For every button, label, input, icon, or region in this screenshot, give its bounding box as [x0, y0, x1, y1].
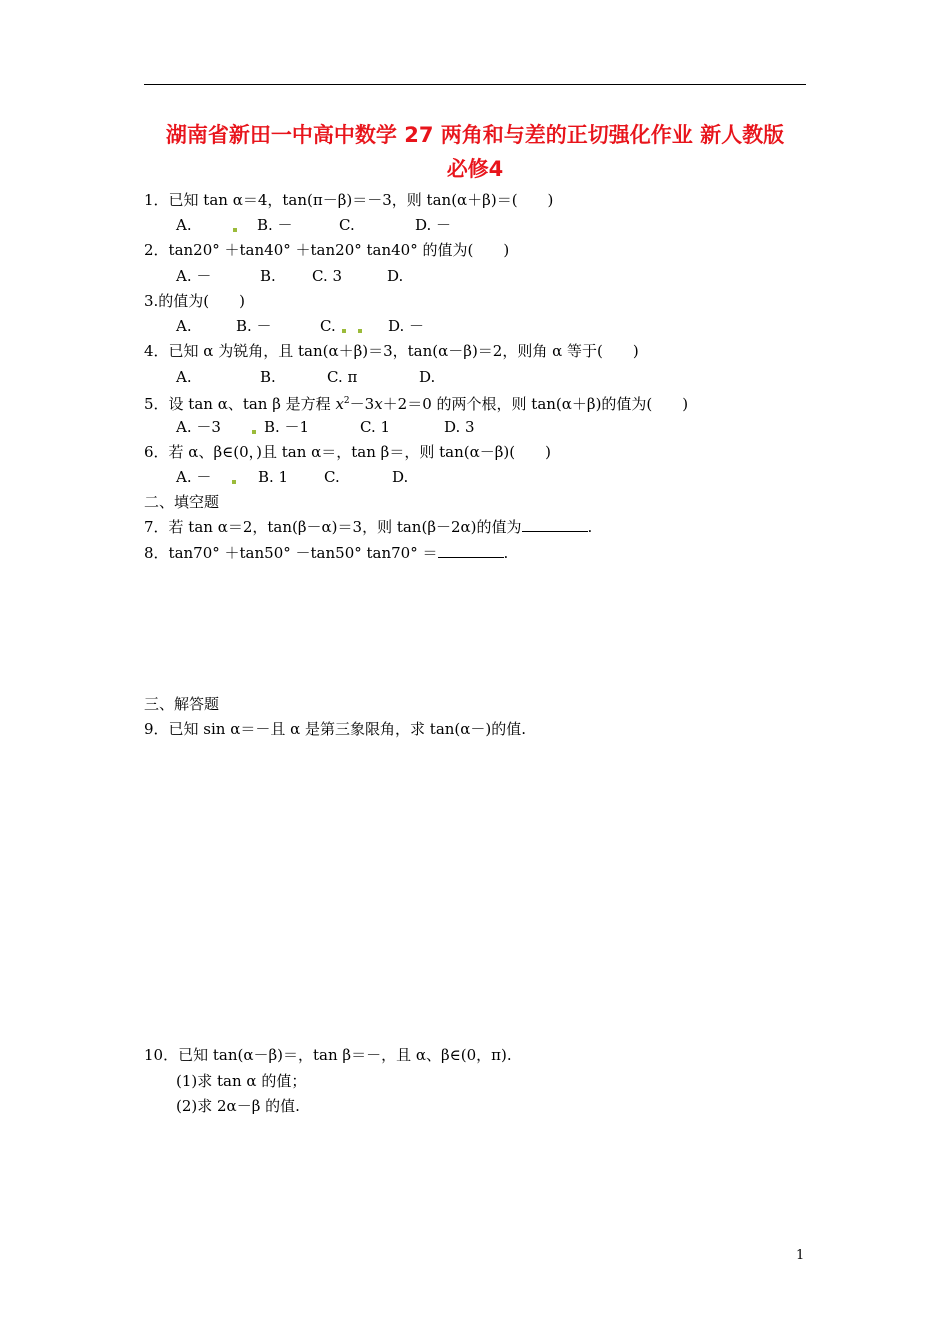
option-b: B. — [260, 368, 276, 386]
option-b: B. — [260, 267, 276, 285]
question-5-stem: 5．设 tan α、tan β 是方程 $x^2-3x+2=0$ 的两个根，则 tan(α＋β)的值为( ) — [144, 395, 689, 413]
option-a: A. — [176, 368, 192, 386]
question-3-stem: 3.的值为( ) — [144, 292, 246, 310]
artifact-mark — [233, 228, 237, 232]
document-title-line2: 必修4 — [446, 157, 504, 181]
option-a: A. － — [176, 267, 212, 285]
question-1-options — [176, 215, 451, 235]
section-fill-heading: 二、填空题 — [144, 493, 220, 511]
option-c: C. 1 — [360, 418, 391, 436]
question-10: 10．已知 tan(α－β)＝，tan β＝－，且 α、β∈(0，π). — [144, 1046, 512, 1064]
header-rule — [144, 84, 806, 85]
option-c: C. π — [327, 368, 358, 386]
option-b: B. 1 — [258, 468, 289, 486]
page-number: 1 — [796, 1248, 805, 1263]
option-d: D. — [392, 468, 409, 486]
option-a: A. － — [176, 468, 212, 486]
section-answer-heading: 三、解答题 — [144, 695, 220, 713]
option-b: B. － — [257, 216, 293, 234]
question-10-part-2: (2)求 2α－β 的值. — [176, 1097, 300, 1115]
option-b: B. －1 — [264, 418, 310, 436]
question-3-options — [176, 316, 424, 336]
option-b: B. － — [236, 317, 272, 335]
question-1-stem: 1．已知 tan α＝4，tan(π－β)＝－3，则 tan(α＋β)＝( ) — [144, 191, 554, 209]
option-a: A. －3 — [176, 418, 221, 436]
option-d: D. － — [415, 216, 452, 234]
question-8: 8．tan70° ＋tan50° －tan50° tan70° ＝ . — [144, 544, 509, 562]
option-d: D. — [387, 267, 404, 285]
question-6-stem: 6．若 α、β∈(0，)且 tan α＝，tan β＝，则 tan(α－β)( ) — [144, 443, 551, 461]
option-c: C. — [339, 216, 355, 234]
question-2-stem: 2．tan20° ＋tan40° ＋tan20° tan40° 的值为( ) — [144, 241, 510, 259]
question-5-options — [176, 417, 475, 437]
document-title-line1: 湖南省新田一中高中数学 27 两角和与差的正切强化作业 新人教版 — [165, 123, 785, 147]
question-7: 7．若 tan α＝2，tan(β－α)＝3，则 tan(β－2α)的值为 . — [144, 518, 593, 536]
question-10-part-1: (1)求 tan α 的值； — [176, 1072, 307, 1090]
question-4-stem: 4．已知 α 为锐角，且 tan(α＋β)＝3，tan(α－β)＝2，则角 α 等于( ) — [144, 342, 639, 360]
option-c: C. — [320, 317, 336, 335]
option-d: D. － — [388, 317, 425, 335]
option-d: D. 3 — [444, 418, 475, 436]
question-6-options — [176, 467, 408, 487]
answer-blank[interactable] — [438, 543, 504, 558]
question-2-options — [176, 266, 403, 286]
artifact-mark — [252, 430, 256, 434]
option-a: A. — [176, 216, 192, 234]
option-d: D. — [419, 368, 436, 386]
question-9: 9．已知 sin α＝－且 α 是第三象限角，求 tan(α－)的值. — [144, 720, 527, 738]
option-c: C. 3 — [312, 267, 343, 285]
answer-blank[interactable] — [522, 517, 588, 532]
artifact-mark — [232, 480, 236, 484]
question-4-options — [176, 367, 435, 387]
option-a: A. — [176, 317, 192, 335]
artifact-mark — [358, 329, 362, 333]
option-c: C. — [324, 468, 340, 486]
artifact-mark — [342, 329, 346, 333]
